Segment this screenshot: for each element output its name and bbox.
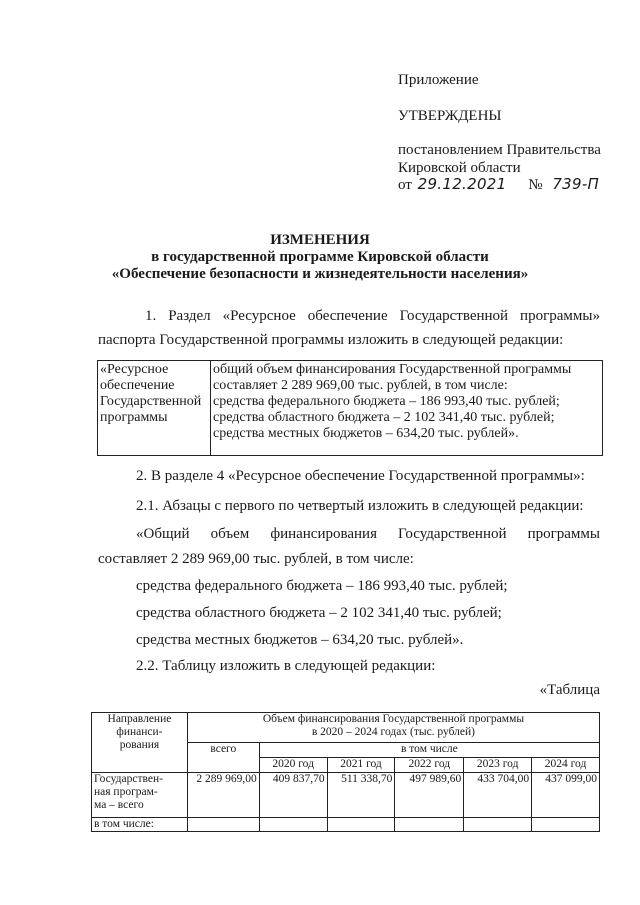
empty-cell	[395, 818, 464, 832]
local-budget-line: средства местных бюджетов – 634,20 тыс. рублей».	[136, 632, 464, 648]
direction-header-line: финанси-	[116, 726, 163, 738]
year-value: 433 704,00	[464, 773, 532, 818]
item1-word: 1.	[145, 308, 157, 324]
year-header: 2022 год	[395, 758, 464, 773]
empty-cell	[259, 818, 327, 832]
row-label: в том числе:	[92, 818, 188, 832]
main-header-line: в 2020 – 2024 годах (тыс. рублей)	[311, 726, 476, 738]
passport-value-line: общий объем финансирования Государственной программы	[213, 362, 572, 377]
item1-word: Раздел	[168, 308, 211, 324]
table-label: «Таблица	[539, 682, 600, 698]
passport-label-line: программы	[100, 410, 168, 425]
quote-word: финансирования	[270, 526, 377, 542]
direction-header-line: рования	[119, 739, 160, 751]
funding-table	[91, 712, 600, 832]
item1-line1	[145, 307, 600, 325]
table-row	[92, 818, 600, 832]
passport-label-line: «Ресурсное	[100, 362, 169, 377]
item1-line2: паспорта Государственной программы изложить в следующей редакции:	[98, 332, 564, 348]
item1-word: обеспечение	[307, 308, 388, 324]
doc-subtitle-2: «Обеспечение безопасности и жизнедеятельности населения»	[111, 266, 529, 282]
year-header: 2023 год	[464, 758, 532, 773]
empty-cell	[327, 818, 395, 832]
approved-label: УТВЕРЖДЕНЫ	[398, 108, 502, 124]
item1-word: программы»	[520, 308, 600, 324]
decree-number: 739-П	[552, 175, 600, 193]
funding-main-header	[187, 713, 599, 743]
item1-word: «Ресурсное	[222, 308, 296, 324]
passport-table	[97, 360, 603, 456]
year-header: 2024 год	[532, 758, 600, 773]
item2-sub1: 2.1. Абзацы с первого по четвертый изложить в следующей редакции:	[136, 498, 584, 514]
passport-label-cell	[98, 361, 211, 456]
including-header: в том числе	[259, 743, 599, 758]
item2-heading: 2. В разделе 4 «Ресурсное обеспечение Государственной программы»:	[136, 468, 585, 484]
year-value: 437 099,00	[532, 773, 600, 818]
direction-header	[92, 713, 188, 773]
passport-value-line: средства федерального бюджета – 186 993,40 тыс. рублей;	[213, 394, 560, 409]
passport-label-line: обеспечение	[100, 378, 175, 393]
decree-date-line	[398, 175, 599, 194]
quote-word: программы	[527, 526, 600, 542]
empty-cell	[464, 818, 532, 832]
quote-word: объем	[210, 526, 250, 542]
row-label-line: Государствен-	[94, 773, 163, 785]
regional-budget-line: средства областного бюджета – 2 102 341,40 тыс. рублей;	[136, 605, 502, 621]
quote-line1	[136, 525, 600, 543]
passport-value-line: составляет 2 289 969,00 тыс. рублей, в том числе:	[213, 378, 508, 393]
year-value: 409 837,70	[259, 773, 327, 818]
year-header: 2020 год	[259, 758, 327, 773]
passport-label-line: Государственной	[100, 394, 202, 409]
passport-value-cell	[211, 361, 603, 456]
year-header: 2021 год	[327, 758, 395, 773]
decree-line-1: постановлением Правительства	[398, 142, 601, 158]
total-header: всего	[187, 743, 259, 773]
year-value: 511 338,70	[327, 773, 395, 818]
appendix-label: Приложение	[398, 72, 479, 88]
item2-sub2: 2.2. Таблицу изложить в следующей редакции:	[136, 658, 436, 674]
table-row	[92, 773, 600, 818]
empty-cell	[532, 818, 600, 832]
year-value: 497 989,60	[395, 773, 464, 818]
decree-date: 29.12.2021	[417, 175, 507, 193]
item1-word: Государственной	[399, 308, 509, 324]
quote-word: Государственной	[398, 526, 507, 542]
empty-cell	[187, 818, 259, 832]
passport-value-line: средства областного бюджета – 2 102 341,40 тыс. рублей;	[213, 410, 555, 425]
row-label	[92, 773, 188, 818]
row-label-line: ная програм-	[94, 786, 158, 798]
number-prefix: №	[528, 177, 543, 193]
passport-value-line: средства местных бюджетов – 634,20 тыс. рублей».	[213, 426, 519, 441]
date-prefix: от	[398, 177, 412, 193]
direction-header-line: Направление	[107, 713, 172, 725]
main-header-line: Объем финансирования Государственной программы	[262, 713, 525, 725]
quote-line2: составляет 2 289 969,00 тыс. рублей, в том числе:	[98, 551, 414, 567]
row-label-line: ма – всего	[94, 799, 144, 811]
total-value: 2 289 969,00	[187, 773, 259, 818]
doc-title: ИЗМЕНЕНИЯ	[270, 232, 370, 248]
doc-subtitle-1: в государственной программе Кировской области	[151, 249, 489, 265]
quote-word: «Общий	[136, 526, 190, 542]
federal-budget-line: средства федерального бюджета – 186 993,40 тыс. рублей;	[136, 578, 508, 594]
decree-line-2: Кировской области	[398, 160, 521, 176]
